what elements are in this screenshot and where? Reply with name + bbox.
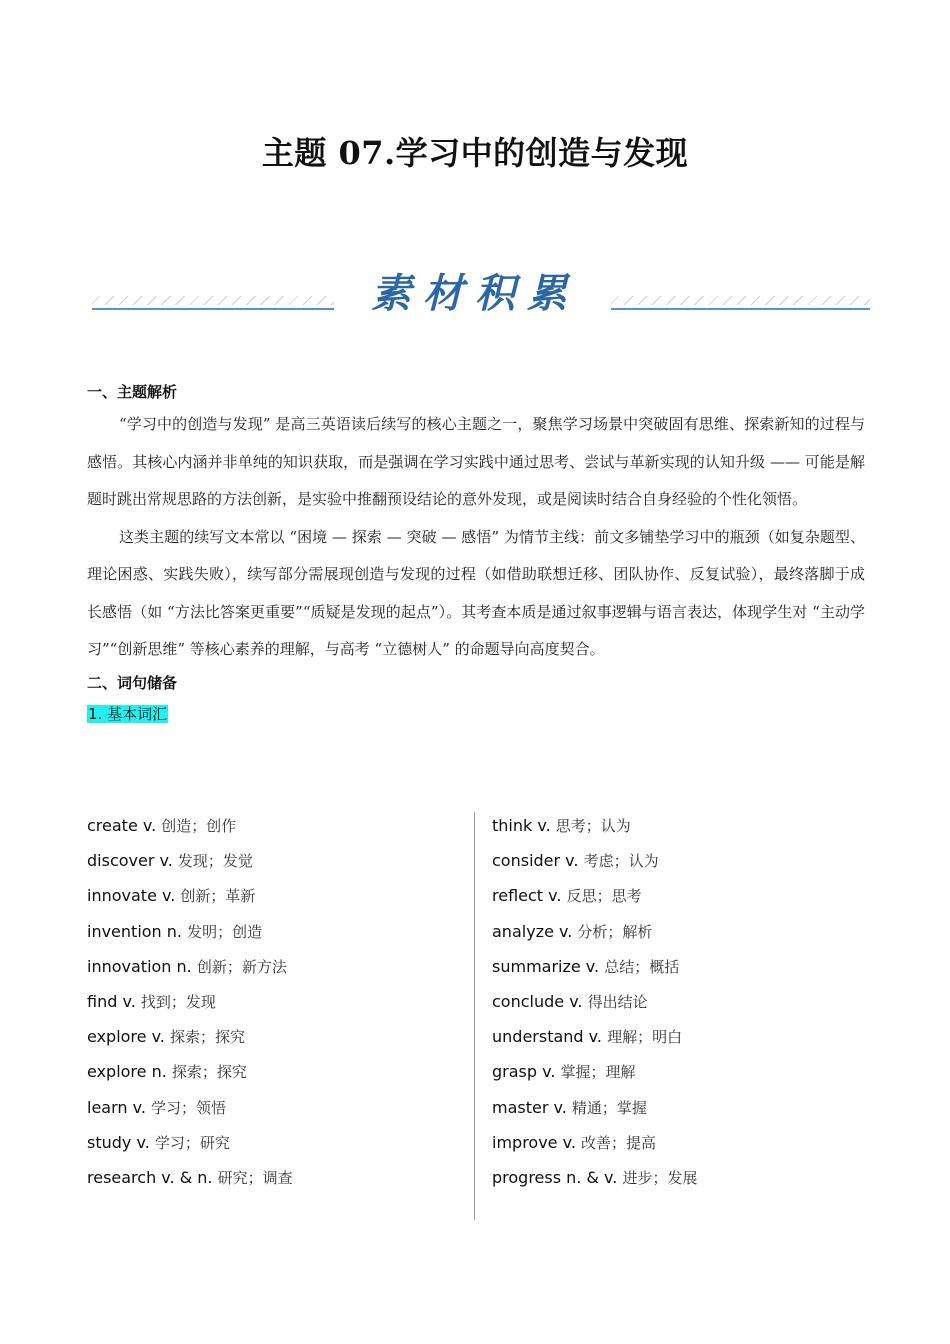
subheading-basic-vocabulary [87, 701, 865, 727]
vocab-item: explore n. 探索；探究 [87, 1062, 247, 1082]
vocab-item: research v. & n. 研究；调查 [87, 1167, 293, 1187]
vocabulary-table [87, 808, 867, 1220]
vocab-item: invention n. 发明；创造 [87, 921, 263, 941]
section-heading-theme-analysis: 一、主题解析 [87, 383, 178, 401]
vocab-item: grasp v. 掌握；理解 [492, 1062, 636, 1082]
vocab-item: create v. 创造；创作 [87, 816, 237, 835]
vocab-item: discover v. 发现；发觉 [87, 851, 253, 871]
paragraph: “学习中的创造与发现” 是高三英语读后续写的核心主题之一，聚焦学习场景中突破固有思维、探索新知的过程与感悟。其核心内涵并非单纯的知识获取，而是强调在学习实践中通过思考、尝试与革新实现的认知升级 —— 可能是解题时跳出常规思路的方法创新，是实验中推翻预设结论的意外发现，或是阅读时结合自身经验的个性化领悟。 [87, 415, 865, 508]
body-content [87, 378, 865, 727]
vocab-item: summarize v. 总结；概括 [492, 956, 680, 976]
vocab-item: conclude v. 得出结论 [492, 991, 648, 1011]
vocab-item: improve v. 改善；提高 [492, 1132, 657, 1152]
vocab-item: understand v. 理解；明白 [492, 1027, 683, 1047]
paragraph: 这类主题的续写文本常以 “困境 — 探索 — 突破 — 感悟” 为情节主线：前文多铺垫学习中的瓶颈（如复杂题型、理论困惑、实践失败），续写部分需展现创造与发现的过程（如借助联想迁移、团队协作、反复试验），最终落脚于成长感悟（如 “方法比答案更重要”“质疑是发现的起点”）。其考查本质是通过叙事逻辑与语言表达，体现学生对 “主动学习”“创新思维” 等核心素养的理解，与高考 “立德树人” 的命题导向高度契合。 [87, 527, 865, 658]
vocabulary-column-right [492, 808, 862, 1195]
vocab-item: study v. 学习；研究 [87, 1132, 230, 1152]
vocabulary-column-left [87, 808, 467, 1195]
vocab-item: reflect v. 反思；思考 [492, 886, 642, 906]
vocab-item: innovate v. 创新；革新 [87, 886, 256, 906]
column-divider [474, 812, 475, 1220]
banner-decoration-left [92, 296, 334, 310]
vocab-item: progress n. & v. 进步；发展 [492, 1167, 698, 1187]
banner-decoration-right [611, 296, 870, 310]
vocab-item: master v. 精通；掌握 [492, 1097, 647, 1117]
vocab-item: innovation n. 创新；新方法 [87, 956, 287, 976]
vocab-item: learn v. 学习；领悟 [87, 1097, 227, 1117]
vocab-item: find v. 找到；发现 [87, 991, 216, 1011]
vocab-item: think v. 思考；认为 [492, 816, 631, 835]
highlighted-subheading: 1. 基本词汇 [88, 704, 168, 723]
vocab-item: explore v. 探索；探究 [87, 1027, 245, 1047]
vocab-item: consider v. 考虑；认为 [492, 851, 659, 871]
vocab-item: analyze v. 分析；解析 [492, 921, 653, 941]
section-banner [0, 258, 950, 318]
page-title: 主题 07.学习中的创造与发现 [261, 134, 689, 172]
section-heading-vocabulary: 二、词句储备 [87, 673, 178, 692]
banner-title: 素材积累 [371, 270, 579, 317]
